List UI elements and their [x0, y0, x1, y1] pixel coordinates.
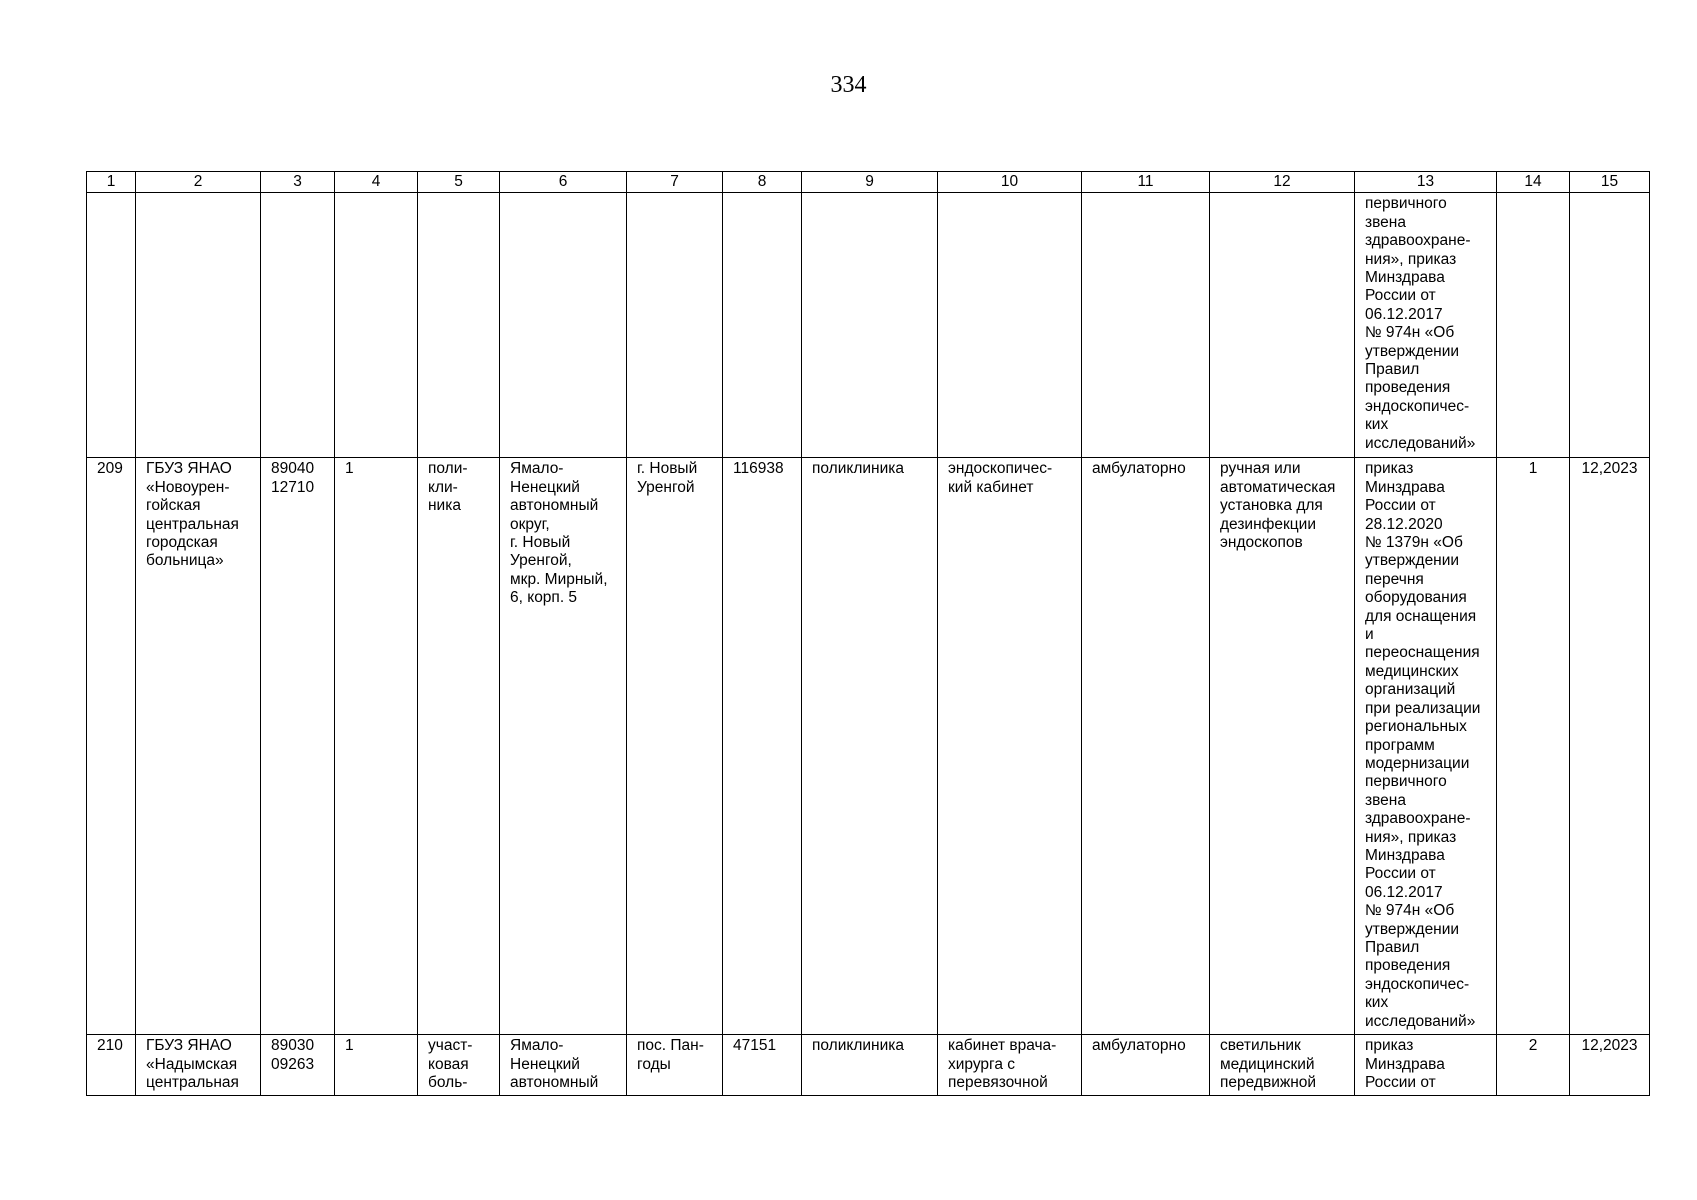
header-cell: 2 — [136, 172, 261, 193]
care-conditions: амбулаторно — [1082, 458, 1210, 1035]
header-cell: 13 — [1355, 172, 1497, 193]
row-number: 209 — [87, 458, 136, 1035]
settlement: г. Новый Уренгой — [627, 458, 723, 1035]
table-cell-legal-basis: приказ Минздрава России от 28.12.2020 № 1379н «Об утверждении перечня оборудования для оснащения и переоснащения медицинских организаций при реализации региональных программ модернизации первичного звена здравоохране- ния», приказ Минздрава России от 06.12.2017 № 974н «Об утверждении Правил проведения эндоскопичес- ких исследований» — [1355, 458, 1497, 1035]
table-cell — [87, 193, 136, 458]
header-row — [87, 172, 1650, 193]
page-number: 334 — [830, 72, 867, 98]
facility-type: участ- ковая боль- — [418, 1035, 500, 1095]
table-cell — [136, 193, 261, 458]
table-row — [87, 1035, 1650, 1095]
header-cell: 1 — [87, 172, 136, 193]
population: 116938 — [723, 458, 802, 1035]
table-cell — [261, 193, 335, 458]
table-cell-legal-basis: первичного звена здравоохране- ния», приказ Минздрава России от 06.12.2017 № 974н «Об утверждении Правил проведения эндоскопичес- ких исследований» — [1355, 193, 1497, 458]
table-cell: 1 — [335, 1035, 418, 1095]
settlement: пос. Пан- годы — [627, 1035, 723, 1095]
header-cell: 7 — [627, 172, 723, 193]
table-cell — [500, 193, 627, 458]
header-cell: 9 — [802, 172, 938, 193]
organization-name: ГБУЗ ЯНАО «Новоурен- гойская центральная городская больница» — [136, 458, 261, 1035]
header-cell: 6 — [500, 172, 627, 193]
table-cell — [938, 193, 1082, 458]
table-cell — [335, 193, 418, 458]
header-cell: 12 — [1210, 172, 1355, 193]
row-number: 210 — [87, 1035, 136, 1095]
deadline: 12,2023 — [1570, 1035, 1650, 1095]
header-cell: 10 — [938, 172, 1082, 193]
address: Ямало- Ненецкий автономный — [500, 1035, 627, 1095]
organization-name: ГБУЗ ЯНАО «Надымская центральная — [136, 1035, 261, 1095]
table-row — [87, 458, 1650, 1035]
table-cell — [1497, 193, 1570, 458]
table-cell — [723, 193, 802, 458]
unit-type: поликлиника — [802, 458, 938, 1035]
header-cell: 3 — [261, 172, 335, 193]
table-cell — [1570, 193, 1650, 458]
care-conditions: амбулаторно — [1082, 1035, 1210, 1095]
table-cell — [418, 193, 500, 458]
table-cell: 1 — [335, 458, 418, 1035]
header-cell: 8 — [723, 172, 802, 193]
organization-code: 89030 09263 — [261, 1035, 335, 1095]
header-cell: 11 — [1082, 172, 1210, 193]
equipment-table — [86, 171, 1650, 1096]
equipment-name: ручная или автоматическая установка для дезинфекции эндоскопов — [1210, 458, 1355, 1035]
facility-type: поли- кли- ника — [418, 458, 500, 1035]
department: кабинет врача- хирурга с перевязочной — [938, 1035, 1082, 1095]
organization-code: 89040 12710 — [261, 458, 335, 1035]
table-row-continuation — [87, 193, 1650, 458]
department: эндоскопичес- кий кабинет — [938, 458, 1082, 1035]
header-cell: 15 — [1570, 172, 1650, 193]
deadline: 12,2023 — [1570, 458, 1650, 1035]
equipment-name: светильник медицинский передвижной — [1210, 1035, 1355, 1095]
quantity: 1 — [1497, 458, 1570, 1035]
header-cell: 4 — [335, 172, 418, 193]
unit-type: поликлиника — [802, 1035, 938, 1095]
header-cell: 5 — [418, 172, 500, 193]
table-cell — [1082, 193, 1210, 458]
header-cell: 14 — [1497, 172, 1570, 193]
address: Ямало- Ненецкий автономный округ, г. Новый Уренгой, мкр. Мирный, 6, корп. 5 — [500, 458, 627, 1035]
population: 47151 — [723, 1035, 802, 1095]
table-cell — [1210, 193, 1355, 458]
quantity: 2 — [1497, 1035, 1570, 1095]
table-cell-legal-basis: приказ Минздрава России от — [1355, 1035, 1497, 1095]
table-cell — [627, 193, 723, 458]
table-cell — [802, 193, 938, 458]
